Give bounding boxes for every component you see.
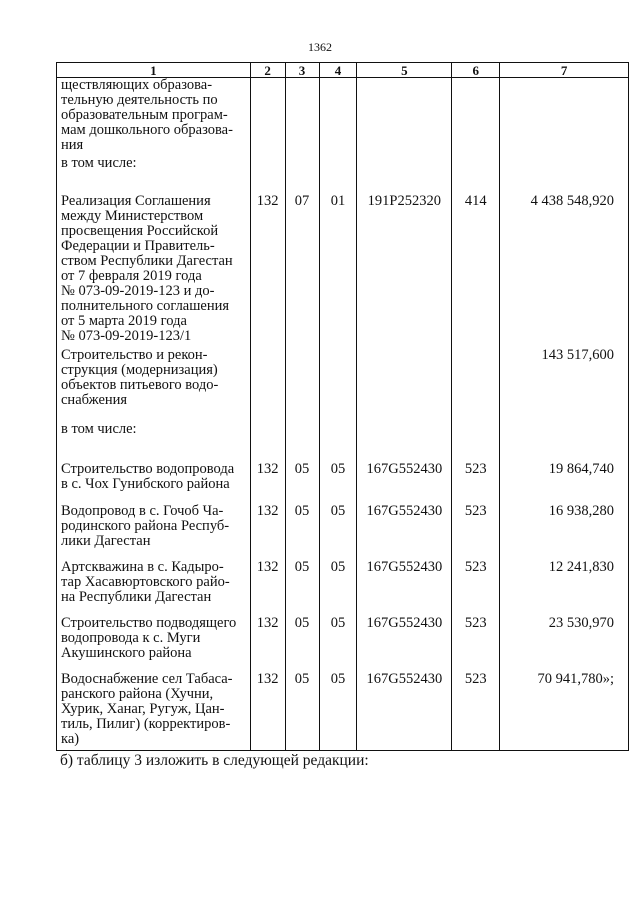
column-header: 3 [285, 63, 319, 78]
target-article-code: 167G552430 [357, 616, 452, 672]
description-line: ка) [61, 731, 80, 747]
target-article-code: 167G552430 [357, 672, 452, 751]
description-line: № 073-09-2019-123 и до- [61, 283, 215, 299]
description-line: в с. Чох Гунибского района [61, 476, 230, 492]
expense-type-code [452, 422, 500, 462]
table-row [57, 462, 629, 504]
section-code [285, 78, 319, 157]
description-line: тар Хасавюртовского райо- [61, 574, 230, 590]
amount-value: 143 517,600 [500, 348, 629, 422]
table-row [57, 78, 629, 157]
description-line: тельную деятельность по [61, 92, 218, 108]
description-line: от 7 февраля 2019 года [61, 268, 202, 284]
row-description [57, 348, 251, 422]
code-column-2: 132 [250, 194, 285, 348]
description-line: ния [61, 137, 84, 153]
amount-value [500, 422, 629, 462]
expense-type-code: 523 [452, 462, 500, 504]
description-line: водопровода к с. Муги [61, 630, 201, 646]
table-row [57, 560, 629, 616]
description-line: ством Республики Дагестан [61, 253, 233, 269]
section-code [285, 348, 319, 422]
row-description [57, 462, 251, 504]
description-line: родинского района Респуб- [61, 518, 230, 534]
column-header: 1 [57, 63, 251, 78]
code-column-2: 132 [250, 504, 285, 560]
amount-value: 19 864,740 [500, 462, 629, 504]
description-line: Акушинского района [61, 645, 192, 661]
row-description [57, 422, 251, 462]
expense-type-code [452, 78, 500, 157]
code-column-2 [250, 422, 285, 462]
page-number: 1362 [308, 40, 332, 54]
footer-text: б) таблицу 3 изложить в следующей редакции: [60, 752, 369, 769]
subsection-code [319, 422, 357, 462]
column-header: 4 [319, 63, 357, 78]
subsection-code: 01 [319, 194, 357, 348]
expense-type-code: 523 [452, 560, 500, 616]
subsection-code: 05 [319, 672, 357, 751]
row-description [57, 504, 251, 560]
subsection-code: 05 [319, 462, 357, 504]
target-article-code: 167G552430 [357, 462, 452, 504]
description-line: № 073-09-2019-123/1 [61, 328, 192, 344]
target-article-code [357, 156, 452, 194]
description-line: Водоснабжение сел Табаса- [61, 671, 233, 687]
target-article-code [357, 78, 452, 157]
expense-type-code: 414 [452, 194, 500, 348]
description-line: Строительство водопровода [61, 461, 235, 477]
section-code [285, 156, 319, 194]
subsection-code: 05 [319, 560, 357, 616]
subsection-code [319, 156, 357, 194]
table-row [57, 504, 629, 560]
section-code [285, 422, 319, 462]
code-column-2 [250, 78, 285, 157]
description-line: полнительного соглашения [61, 298, 230, 314]
target-article-code [357, 422, 452, 462]
subsection-code [319, 78, 357, 157]
section-code: 07 [285, 194, 319, 348]
section-code: 05 [285, 616, 319, 672]
description-line: Артскважина в с. Кадыро- [61, 559, 224, 575]
table-body [57, 78, 629, 751]
amount-value [500, 156, 629, 194]
description-line: в том числе: [61, 155, 137, 171]
description-line: ществляющих образова- [61, 77, 213, 93]
target-article-code: 167G552430 [357, 504, 452, 560]
description-line: Строительство и рекон- [61, 347, 208, 363]
code-column-2 [250, 156, 285, 194]
table-row [57, 348, 629, 422]
row-description [57, 616, 251, 672]
section-code: 05 [285, 560, 319, 616]
code-column-2: 132 [250, 462, 285, 504]
subsection-code: 05 [319, 616, 357, 672]
column-header: 5 [357, 63, 452, 78]
description-line: струкция (модернизация) [61, 362, 218, 378]
code-column-2: 132 [250, 672, 285, 751]
code-column-2 [250, 348, 285, 422]
description-line: объектов питьевого водо- [61, 377, 219, 393]
column-header: 2 [250, 63, 285, 78]
table-row [57, 156, 629, 194]
row-description [57, 194, 251, 348]
amount-value [500, 78, 629, 157]
amount-value: 16 938,280 [500, 504, 629, 560]
amount-value: 23 530,970 [500, 616, 629, 672]
subsection-code [319, 348, 357, 422]
description-line: Хурик, Ханаг, Ругуж, Цан- [61, 701, 225, 717]
code-column-2: 132 [250, 616, 285, 672]
description-line: от 5 марта 2019 года [61, 313, 187, 329]
table-row [57, 194, 629, 348]
expense-type-code: 523 [452, 616, 500, 672]
description-line: снабжения [61, 392, 128, 408]
description-line: на Республики Дагестан [61, 589, 212, 605]
table-row [57, 672, 629, 751]
table-row [57, 616, 629, 672]
section-code: 05 [285, 504, 319, 560]
description-line: Строительство подводящего [61, 615, 237, 631]
expense-type-code: 523 [452, 672, 500, 751]
target-article-code [357, 348, 452, 422]
row-description [57, 560, 251, 616]
amount-value: 70 941,780»; [500, 672, 629, 751]
row-description [57, 78, 251, 157]
amount-value: 12 241,830 [500, 560, 629, 616]
description-line: мам дошкольного образова- [61, 122, 233, 138]
expense-type-code [452, 156, 500, 194]
expense-type-code: 523 [452, 504, 500, 560]
expense-type-code [452, 348, 500, 422]
section-code: 05 [285, 672, 319, 751]
budget-table [56, 62, 629, 751]
description-line: просвещения Российской [61, 223, 219, 239]
row-description [57, 156, 251, 194]
column-header: 7 [500, 63, 629, 78]
subsection-code: 05 [319, 504, 357, 560]
target-article-code: 167G552430 [357, 560, 452, 616]
description-line: образовательным програм- [61, 107, 228, 123]
section-code: 05 [285, 462, 319, 504]
description-line: между Министерством [61, 208, 204, 224]
target-article-code: 191Р252320 [357, 194, 452, 348]
description-line: Реализация Соглашения [61, 193, 211, 209]
column-header: 6 [452, 63, 500, 78]
description-line: Водопровод в с. Гочоб Ча- [61, 503, 224, 519]
row-description [57, 672, 251, 751]
code-column-2: 132 [250, 560, 285, 616]
amount-value: 4 438 548,920 [500, 194, 629, 348]
table-row [57, 422, 629, 462]
description-line: тиль, Пилиг) (корректиров- [61, 716, 231, 732]
description-line: в том числе: [61, 421, 137, 437]
description-line: лики Дагестан [61, 533, 151, 549]
description-line: ранского района (Хучни, [61, 686, 214, 702]
description-line: Федерации и Правитель- [61, 238, 215, 254]
table-header-row [57, 63, 629, 78]
